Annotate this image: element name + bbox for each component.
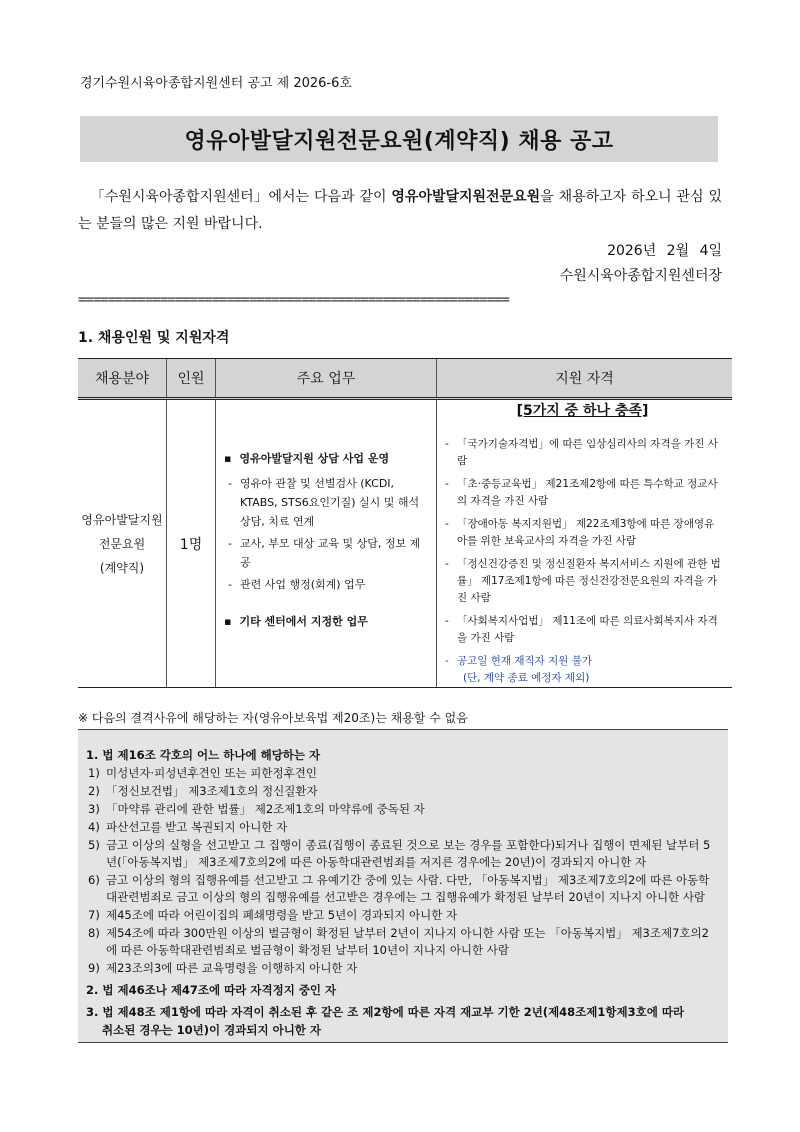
list-item <box>86 765 720 782</box>
page-title: 영유아발달지원전문요원(계약직) 채용 공고 <box>80 116 718 162</box>
divider-line: ========================================================== <box>78 292 509 308</box>
note-line: 공고일 현재 재직자 지원 불가 <box>457 655 593 667</box>
disqualification-note: ※ 다음의 결격사유에 해당하는 자(영유아보육법 제20조)는 채용할 수 없음 <box>78 711 468 725</box>
item-number: 8) <box>88 926 100 940</box>
duty-item: - 관련 사업 행정(회계) 업무 <box>220 575 430 594</box>
item-text: 미성년자·피성년후견인 또는 피한정후견인 <box>106 766 317 780</box>
notice-date <box>601 240 722 260</box>
item-text: 「정신보건법」 제3조제1호의 정신질환자 <box>106 784 318 798</box>
item-text: 제23조의3에 따른 교육명령을 이행하지 아니한 자 <box>106 961 358 975</box>
qualification-item: - 「국가기술자격법」에 따른 임상심리사의 자격을 가진 사람 <box>441 436 724 470</box>
note-line: (단, 계약 종료 예정자 제외) <box>463 672 590 684</box>
duty-heading: ▪ 기타 센터에서 지정한 업무 <box>220 613 430 629</box>
item-number: 9) <box>88 961 100 975</box>
item-text: 제54조에 따라 300만원 이상의 벌금형이 확정된 날부터 2년이 지나지 아니한 사람 또는 「아동복지법」 제3조제7호의2에 따른 아동학대관련범죄로 벌금형이 확정된 날부터 10년이 지나지 아니한 사람 <box>106 926 709 957</box>
item-number: 7) <box>88 908 100 922</box>
item-number: 2) <box>88 784 100 798</box>
cell-duties <box>216 399 437 688</box>
item-number: 4) <box>88 820 100 834</box>
qualification-item: - 「초·중등교육법」 제21조제2항에 따른 특수학교 정교사의 자격을 가진 사람 <box>441 476 724 510</box>
issuer-name: 수원시육아종합지원센터장 <box>559 268 722 284</box>
notice-number: 경기수원시육아종합지원센터 공고 제 2026-6호 <box>80 76 352 91</box>
recruitment-table <box>78 358 732 688</box>
disqualification-heading <box>86 1003 720 1039</box>
list-item <box>86 907 720 924</box>
heading-line: 3. 법 제48조 제1항에 따라 자격이 취소된 후 같은 조 제2항에 따른 자격 재교부 기한 2년(제48조제1항제3호에 따라 <box>86 1005 685 1019</box>
qualification-item: - 「사회복지사업법」 제11조에 따른 의료사회복지사 자격을 가진 사람 <box>441 613 724 647</box>
intro-text-1: 「수원시육아종합지원센터」에서는 다음과 같이 <box>90 189 392 205</box>
field-line: 영유아발달지원 <box>81 512 163 527</box>
header-field: 채용분야 <box>78 359 167 399</box>
list-item <box>86 837 720 871</box>
table-row <box>78 399 732 688</box>
item-number: 3) <box>88 802 100 816</box>
disqualification-box <box>78 729 728 1043</box>
list-item <box>86 960 720 977</box>
intro-paragraph <box>78 184 722 238</box>
item-text: 금고 이상의 형의 집행유예를 선고받고 그 유예기간 중에 있는 사람. 다만, 「아동복지법」 제3조제7호의2에 따른 아동학대관련범죄로 금고 이상의 형의 집행유예를 선고받은 경우에는 그 집행유예가 확정된 날부터 20년이 지나지 아니한 사람 <box>106 873 710 904</box>
section-title-recruitment: 1. 채용인원 및 지원자격 <box>78 330 230 346</box>
heading-line: 취소된 경우는 10년)이 경과되지 아니한 자 <box>102 1023 322 1037</box>
item-text: 제45조에 따라 어린이집의 폐쇄명령을 받고 5년이 경과되지 아니한 자 <box>106 908 458 922</box>
duty-item: - 영유아 관찰 및 선별검사 (KCDI, KTABS, STS6요인기질) 실시 및 해석 상담, 치료 연계 <box>220 474 430 531</box>
disqualification-heading: 1. 법 제16조 각호의 어느 하나에 해당하는 자 <box>86 748 321 762</box>
list-item <box>86 819 720 836</box>
cell-field <box>78 399 167 688</box>
table-header-row <box>78 359 732 399</box>
disqualification-heading: 2. 법 제46조나 제47조에 따라 자격정지 중인 자 <box>86 983 337 997</box>
list-item <box>86 783 720 800</box>
field-line: 전문요원 <box>98 536 146 551</box>
date-month: 2월 <box>666 243 690 259</box>
cell-qualifications <box>437 399 733 688</box>
list-item <box>86 801 720 818</box>
intro-position-name: 영유아발달지원전문요원 <box>391 189 541 205</box>
list-item <box>86 872 720 906</box>
qualification-title: [5가지 중 하나 충족] <box>516 403 649 419</box>
duty-heading: ▪ 영유아발달지원 상담 사업 운영 <box>220 450 430 466</box>
intro-text-2: 을 채용하고자 하오니 관심 있는 분들의 많은 지원 바랍니다. <box>78 189 723 232</box>
item-text: 금고 이상의 실형을 선고받고 그 집행이 종료(집행이 종료된 것으로 보는 경우를 포함한다)되거나 집행이 면제된 날부터 5년(「아동복지법」 제3조제7호의2에 따른 아동학대관련범죄를 저지른 경우에는 20년)이 경과되지 아니한 자 <box>106 838 711 869</box>
header-count: 인원 <box>167 359 216 399</box>
header-duties: 주요 업무 <box>216 359 437 399</box>
duty-item: - 교사, 부모 대상 교육 및 상담, 정보 제공 <box>220 534 430 572</box>
qualification-item: - 「정신건강증진 및 정신질환자 복지서비스 지원에 관한 법률」 제17조제1항에 따른 정신건강전문요원의 자격을 가진 사람 <box>441 556 724 607</box>
item-number: 5) <box>88 838 100 852</box>
item-number: 1) <box>88 766 100 780</box>
header-qualifications: 지원 자격 <box>437 359 733 399</box>
item-text: 「마약류 관리에 관한 법률」 제2조제1호의 마약류에 중독된 자 <box>106 802 425 816</box>
cell-count: 1명 <box>167 399 216 688</box>
field-line: (계약직) <box>99 560 145 575</box>
qualification-note <box>441 653 724 687</box>
date-day: 4일 <box>699 243 722 259</box>
qualification-item: - 「장애아동 복지지원법」 제22조제3항에 따른 장애영유아를 위한 보육교사의 자격을 가진 사람 <box>441 516 724 550</box>
item-number: 6) <box>88 873 100 887</box>
list-item <box>86 925 720 959</box>
item-text: 파산선고를 받고 복권되지 아니한 자 <box>106 820 288 834</box>
date-year: 2026년 <box>607 243 657 259</box>
